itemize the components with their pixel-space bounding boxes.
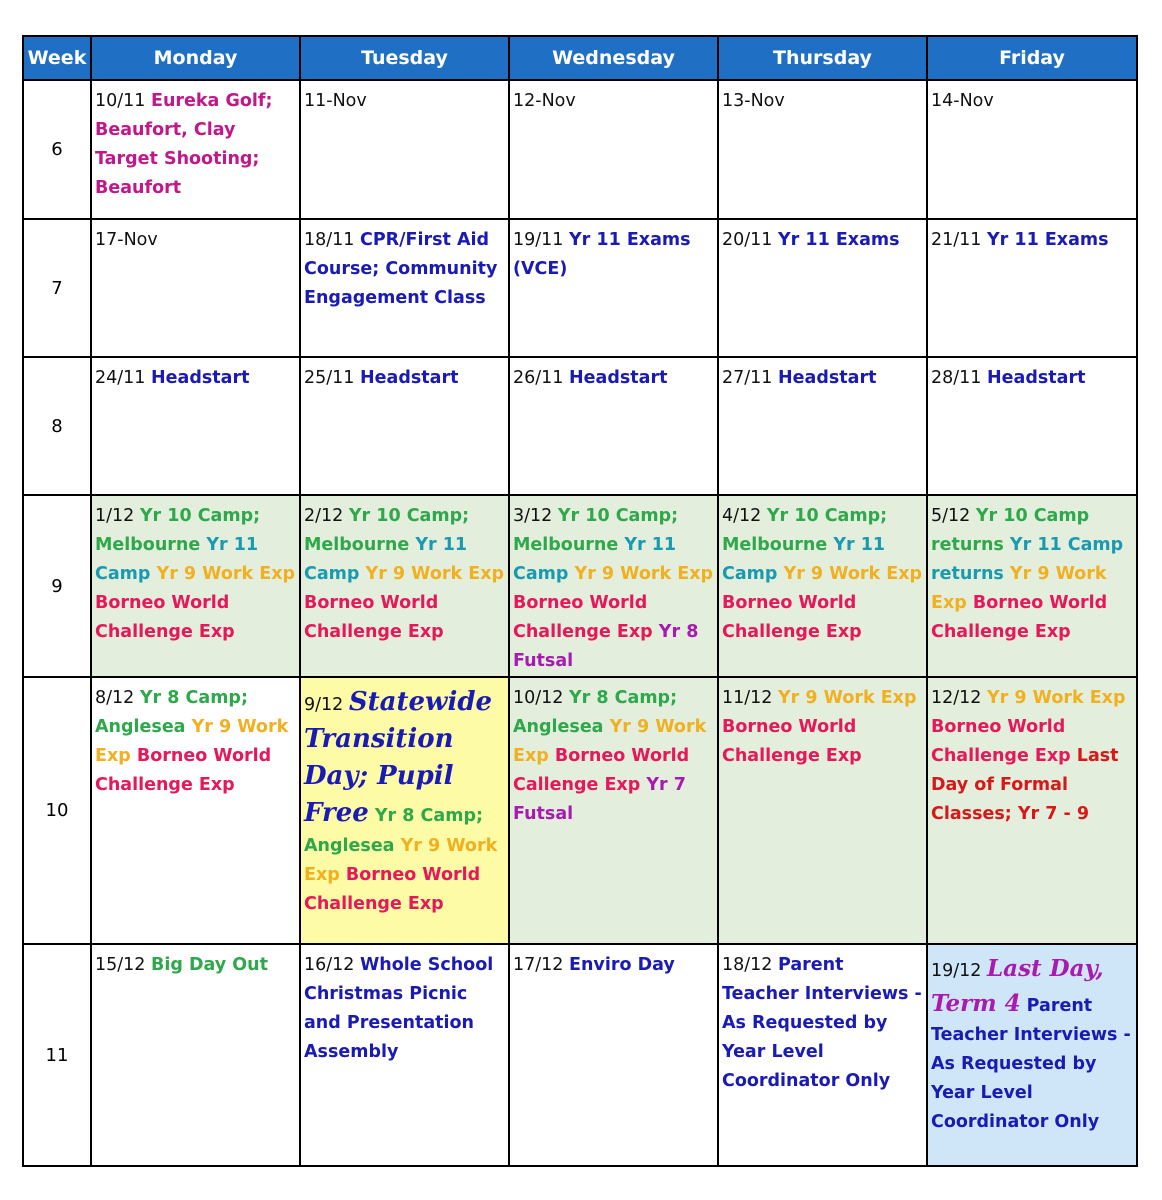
header-row <box>23 36 1137 80</box>
date-label: 18/12 <box>722 955 778 975</box>
day-cell-wednesday <box>509 944 718 1166</box>
week-number: 7 <box>23 219 91 357</box>
day-cell-friday <box>927 80 1137 219</box>
header-week: Week <box>23 36 91 80</box>
week-number: 8 <box>23 357 91 495</box>
calendar-body <box>23 80 1137 1166</box>
date-label: 25/11 <box>304 368 360 388</box>
date-label: 3/12 <box>513 506 558 526</box>
calendar-table <box>22 35 1138 1167</box>
event-text: Borneo World Challenge Exp <box>95 746 272 795</box>
day-cell-wednesday <box>509 357 718 495</box>
event-text: Yr 9 Work Exp <box>987 688 1126 708</box>
event-text: Yr 11 Camp returns <box>931 535 1124 584</box>
event-text: Yr 9 Work Exp <box>304 836 498 885</box>
event-text: Yr 9 Work Exp <box>574 564 714 584</box>
date-label: 18/11 <box>304 230 360 250</box>
date-label: 2/12 <box>304 506 349 526</box>
day-cell-monday <box>91 357 300 495</box>
day-cell-tuesday <box>300 80 509 219</box>
event-text: Parent Teacher Interviews - As Requested by Year Level Coordinator Only <box>931 996 1131 1132</box>
day-cell-thursday <box>718 677 927 944</box>
day-cell-friday <box>927 944 1137 1166</box>
event-text: Headstart <box>151 368 250 388</box>
date-label: 21/11 <box>931 230 987 250</box>
day-cell-friday <box>927 357 1137 495</box>
week-row <box>23 80 1137 219</box>
week-row <box>23 495 1137 677</box>
event-text: Headstart <box>360 368 459 388</box>
event-text: Yr 10 Camp; Melbourne <box>722 506 888 555</box>
day-cell-tuesday <box>300 944 509 1166</box>
event-text: Yr 9 Work Exp <box>95 717 289 766</box>
day-cell-tuesday <box>300 495 509 677</box>
date-label: 14-Nov <box>931 91 994 111</box>
event-text: Yr 9 Work Exp <box>931 564 1107 613</box>
day-cell-friday <box>927 219 1137 357</box>
event-text: Yr 9 Work Exp <box>513 717 707 766</box>
event-text: Yr 11 Camp <box>513 535 677 584</box>
event-text: CPR/First Aid Course; Community Engagement Class <box>304 230 498 308</box>
day-cell-tuesday <box>300 357 509 495</box>
event-text: Yr 11 Camp <box>722 535 886 584</box>
week-row <box>23 357 1137 495</box>
event-text: Yr 10 Camp returns <box>931 506 1090 555</box>
event-text: Yr 7 Futsal <box>513 775 686 824</box>
date-label: 19/11 <box>513 230 569 250</box>
day-cell-thursday <box>718 219 927 357</box>
event-text: Borneo World Challenge Exp <box>95 593 235 642</box>
event-text: Last Day of Formal Classes; Yr 7 - 9 <box>931 746 1119 824</box>
week-row <box>23 944 1137 1166</box>
date-label: 24/11 <box>95 368 151 388</box>
event-text: Enviro Day <box>569 955 675 975</box>
event-text: Yr 8 Camp; Anglesea <box>304 806 483 856</box>
event-text: Statewide Transition Day; Pupil Free <box>304 687 493 828</box>
event-text: Yr 8 Camp; Anglesea <box>95 688 248 737</box>
event-text: Yr 11 Exams (VCE) <box>513 230 691 279</box>
event-text: Borneo World Challenge Exp <box>931 593 1108 642</box>
week-number: 9 <box>23 495 91 677</box>
date-label: 8/12 <box>95 688 140 708</box>
event-text: Yr 11 Camp <box>95 535 259 584</box>
event-text: Parent Teacher Interviews - As Requested by Year Level Coordinator Only <box>722 955 922 1091</box>
date-label: 28/11 <box>931 368 987 388</box>
event-text: Yr 9 Work Exp <box>778 688 917 708</box>
date-label: 27/11 <box>722 368 778 388</box>
date-label: 17-Nov <box>95 230 158 250</box>
event-text: Borneo World Callenge Exp <box>513 746 690 795</box>
day-cell-thursday <box>718 357 927 495</box>
date-label: 4/12 <box>722 506 767 526</box>
day-cell-monday <box>91 80 300 219</box>
event-text: Borneo World Challenge Exp <box>722 593 862 642</box>
event-text: Big Day Out <box>151 955 268 975</box>
week-number: 10 <box>23 677 91 944</box>
event-text: Yr 9 Work Exp <box>783 564 923 584</box>
week-row <box>23 677 1137 944</box>
day-cell-monday <box>91 219 300 357</box>
header-monday: Monday <box>91 36 300 80</box>
day-cell-wednesday <box>509 219 718 357</box>
event-text: Headstart <box>569 368 668 388</box>
event-text: Yr 10 Camp; Melbourne <box>304 506 470 555</box>
day-cell-monday <box>91 944 300 1166</box>
day-cell-tuesday <box>300 219 509 357</box>
event-text: Yr 10 Camp; Melbourne <box>513 506 679 555</box>
event-text: Yr 11 Exams <box>778 230 900 250</box>
event-text: Yr 10 Camp; Melbourne <box>95 506 261 555</box>
date-label: 20/11 <box>722 230 778 250</box>
event-text: Eureka Golf; Beaufort, Clay Target Shooting; Beaufort <box>95 91 273 198</box>
day-cell-monday <box>91 495 300 677</box>
day-cell-wednesday <box>509 80 718 219</box>
day-cell-thursday <box>718 495 927 677</box>
date-label: 12-Nov <box>513 91 576 111</box>
date-label: 17/12 <box>513 955 569 975</box>
date-label: 26/11 <box>513 368 569 388</box>
event-text: Yr 9 Work Exp <box>365 564 505 584</box>
event-text: Yr 8 Camp; Anglesea <box>513 688 678 737</box>
day-cell-friday <box>927 677 1137 944</box>
date-label: 10/12 <box>513 688 569 708</box>
event-text: Borneo World Challenge Exp <box>931 717 1077 766</box>
event-text: Headstart <box>987 368 1086 388</box>
event-text: Borneo World Challenge Exp <box>304 865 481 914</box>
week-number: 6 <box>23 80 91 219</box>
event-text: Borneo World Challenge Exp <box>513 593 659 642</box>
date-label: 1/12 <box>95 506 140 526</box>
date-label: 11-Nov <box>304 91 367 111</box>
event-text: Yr 11 Exams <box>987 230 1109 250</box>
event-text: Whole School Christmas Picnic and Presentation Assembly <box>304 955 494 1062</box>
day-cell-wednesday <box>509 677 718 944</box>
day-cell-monday <box>91 677 300 944</box>
day-cell-wednesday <box>509 495 718 677</box>
date-label: 10/11 <box>95 91 151 111</box>
day-cell-friday <box>927 495 1137 677</box>
header-tuesday: Tuesday <box>300 36 509 80</box>
week-number: 11 <box>23 944 91 1166</box>
date-label: 13-Nov <box>722 91 785 111</box>
event-text: Yr 11 Camp <box>304 535 468 584</box>
day-cell-thursday <box>718 80 927 219</box>
week-row <box>23 219 1137 357</box>
date-label: 11/12 <box>722 688 778 708</box>
date-label: 9/12 <box>304 695 349 715</box>
header-wednesday: Wednesday <box>509 36 718 80</box>
date-label: 12/12 <box>931 688 987 708</box>
event-text: Borneo World Challenge Exp <box>304 593 444 642</box>
date-label: 15/12 <box>95 955 151 975</box>
date-label: 16/12 <box>304 955 360 975</box>
day-cell-tuesday <box>300 677 509 944</box>
event-text: Borneo World Challenge Exp <box>722 717 862 766</box>
header-friday: Friday <box>927 36 1137 80</box>
day-cell-thursday <box>718 944 927 1166</box>
event-text: Headstart <box>778 368 877 388</box>
date-label: 5/12 <box>931 506 976 526</box>
header-thursday: Thursday <box>718 36 927 80</box>
event-text: Last Day, Term 4 <box>931 955 1104 1017</box>
event-text: Yr 8 Futsal <box>513 622 699 671</box>
event-text: Yr 9 Work Exp <box>156 564 296 584</box>
date-label: 19/12 <box>931 961 987 981</box>
